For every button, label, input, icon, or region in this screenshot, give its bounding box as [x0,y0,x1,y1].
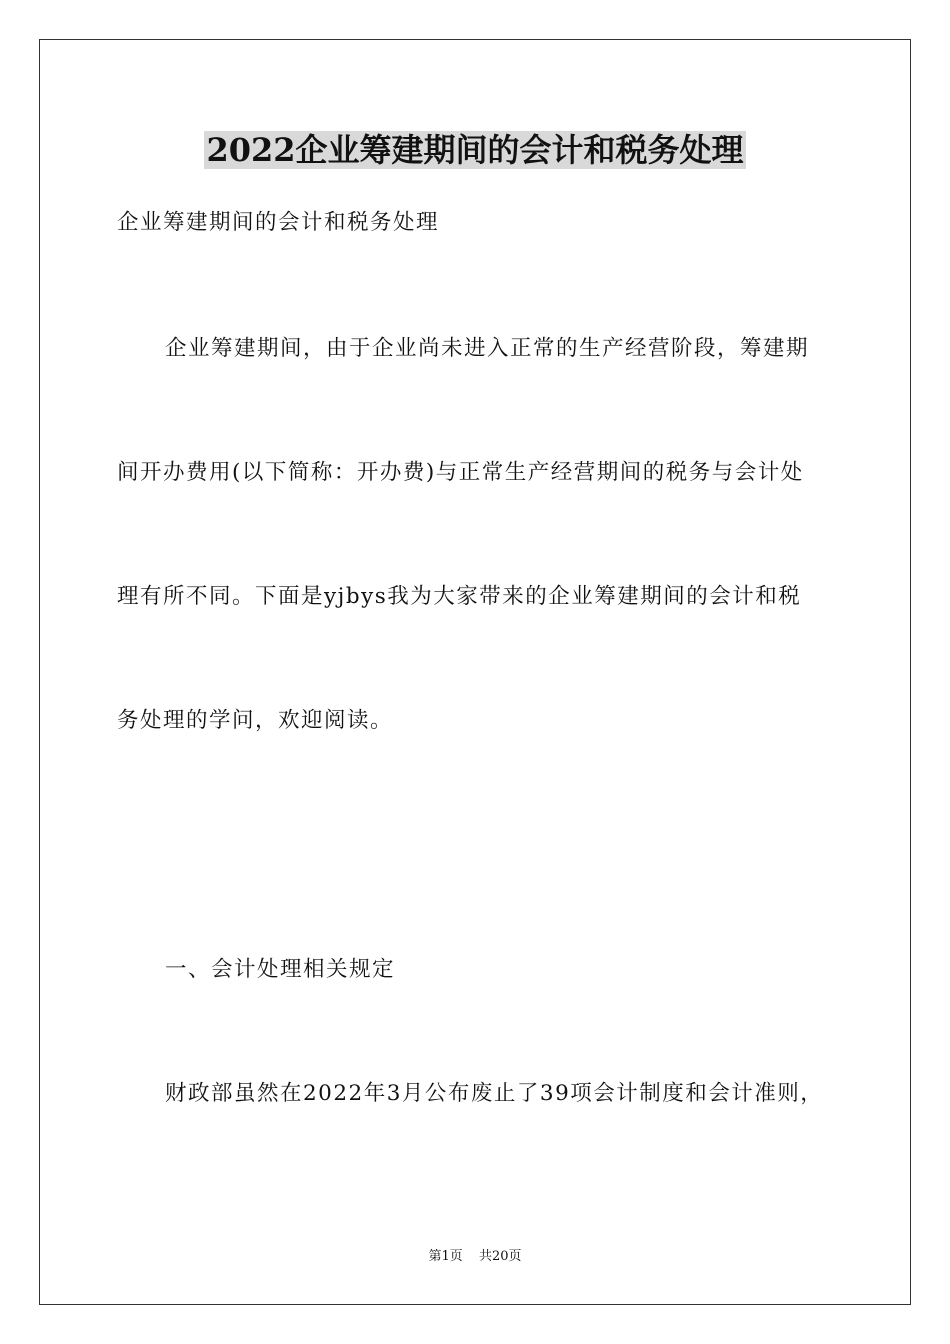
page-footer [0,1247,950,1267]
section-heading: 一、会计处理相关规定 [165,957,396,982]
document-title-text: 2022企业筹建期间的会计和税务处理 [206,131,744,169]
paragraph-line: 间开办费用(以下简称：开办费)与正常生产经营期间的税务与会计处 [117,460,804,485]
paragraph-line: 企业筹建期间，由于企业尚未进入正常的生产经营阶段，筹建期 [165,336,810,361]
document-title [0,128,950,172]
paragraph-line: 理有所不同。下面是yjbys我为大家带来的企业筹建期间的会计和税 [117,584,802,609]
total-pages: 共20页 [478,1249,522,1264]
page-number: 第1页 [428,1249,463,1264]
document-subtitle: 企业筹建期间的会计和税务处理 [117,210,440,235]
paragraph-line: 务处理的学问，欢迎阅读。 [117,708,394,733]
section-paragraph-line: 财政部虽然在2022年3月公布废止了39项会计制度和会计准则， [165,1081,824,1106]
